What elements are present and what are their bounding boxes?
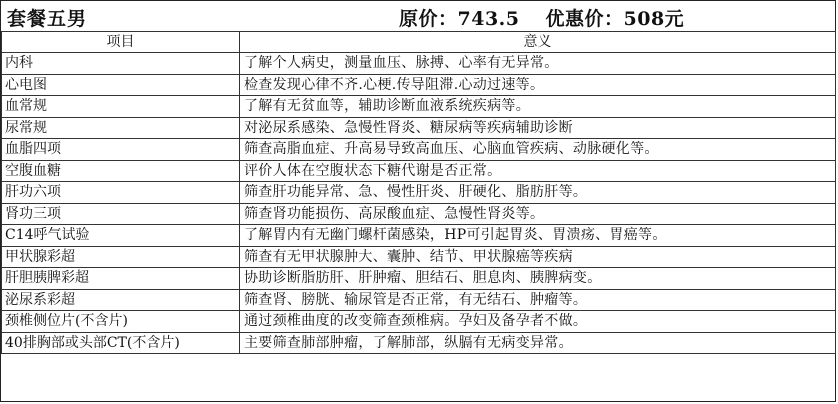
table-row — [2, 74, 836, 96]
exam-meaning-cell: 筛查肝功能异常、急、慢性肝炎、肝硬化、脂肪肝等。 — [240, 182, 836, 204]
exam-meaning-cell: 协助诊断脂肪肝、肝肿瘤、胆结石、胆息肉、胰脾病变。 — [240, 268, 836, 290]
table-row — [2, 289, 836, 311]
exam-meaning-cell: 主要筛查肺部肿瘤，了解肺部，纵膈有无病变异常。 — [240, 332, 836, 354]
exam-meaning-cell: 检查发现心律不齐.心梗.传导阻滞.心动过速等。 — [240, 74, 836, 96]
exam-meaning-cell: 了解胃内有无幽门螺杆菌感染，HP可引起胃炎、胃溃疡、胃癌等。 — [240, 225, 836, 247]
exam-item-cell: 血脂四项 — [2, 139, 240, 161]
column-header-item: 项目 — [2, 32, 240, 53]
exam-item-cell: 40排胸部或头部CT(不含片) — [2, 332, 240, 354]
table-row — [2, 203, 836, 225]
table-row — [2, 53, 836, 75]
exam-items-table — [1, 31, 836, 354]
table-row — [2, 268, 836, 290]
exam-item-cell: 颈椎侧位片(不含片) — [2, 311, 240, 333]
exam-item-cell: 空腹血糖 — [2, 160, 240, 182]
table-row — [2, 139, 836, 161]
exam-meaning-cell: 筛查肾功能损伤、高尿酸血症、急慢性肾炎等。 — [240, 203, 836, 225]
exam-item-cell: 血常规 — [2, 96, 240, 118]
discount-price: 优惠价：508元 — [545, 8, 685, 30]
table-row — [2, 117, 836, 139]
exam-item-cell: 泌尿系彩超 — [2, 289, 240, 311]
exam-meaning-cell: 对泌尿系感染、急慢性肾炎、糖尿病等疾病辅助诊断 — [240, 117, 836, 139]
column-header-meaning: 意义 — [240, 32, 836, 53]
exam-meaning-cell: 筛查有无甲状腺肿大、囊肿、结节、甲状腺癌等疾病 — [240, 246, 836, 268]
package-name: 套餐五男 — [7, 8, 88, 30]
exam-item-cell: 肾功三项 — [2, 203, 240, 225]
exam-item-cell: 甲状腺彩超 — [2, 246, 240, 268]
exam-meaning-cell: 了解有无贫血等，辅助诊断血液系统疾病等。 — [240, 96, 836, 118]
title-row — [1, 1, 835, 31]
price-info — [399, 4, 684, 31]
table-row — [2, 225, 836, 247]
exam-meaning-cell: 评价人体在空腹状态下糖代谢是否正常。 — [240, 160, 836, 182]
exam-meaning-cell: 了解个人病史，测量血压、脉搏、心率有无异常。 — [240, 53, 836, 75]
exam-item-cell: 内科 — [2, 53, 240, 75]
table-header-row — [2, 32, 836, 53]
exam-meaning-cell: 通过颈椎曲度的改变筛查颈椎病。孕妇及备孕者不做。 — [240, 311, 836, 333]
table-row — [2, 96, 836, 118]
exam-item-cell: 心电图 — [2, 74, 240, 96]
table-row — [2, 182, 836, 204]
table-row — [2, 332, 836, 354]
exam-meaning-cell: 筛查肾、膀胱、输尿管是否正常，有无结石、肿瘤等。 — [240, 289, 836, 311]
exam-item-cell: 肝功六项 — [2, 182, 240, 204]
table-row — [2, 160, 836, 182]
table-body — [2, 53, 836, 354]
original-price: 原价：743.5 — [399, 8, 520, 30]
exam-item-cell: C14呼气试验 — [2, 225, 240, 247]
exam-meaning-cell: 筛查高脂血症、升高易导致高血压、心脑血管疾病、动脉硬化等。 — [240, 139, 836, 161]
table-row — [2, 246, 836, 268]
table-row — [2, 311, 836, 333]
exam-item-cell: 肝胆胰脾彩超 — [2, 268, 240, 290]
exam-item-cell: 尿常规 — [2, 117, 240, 139]
